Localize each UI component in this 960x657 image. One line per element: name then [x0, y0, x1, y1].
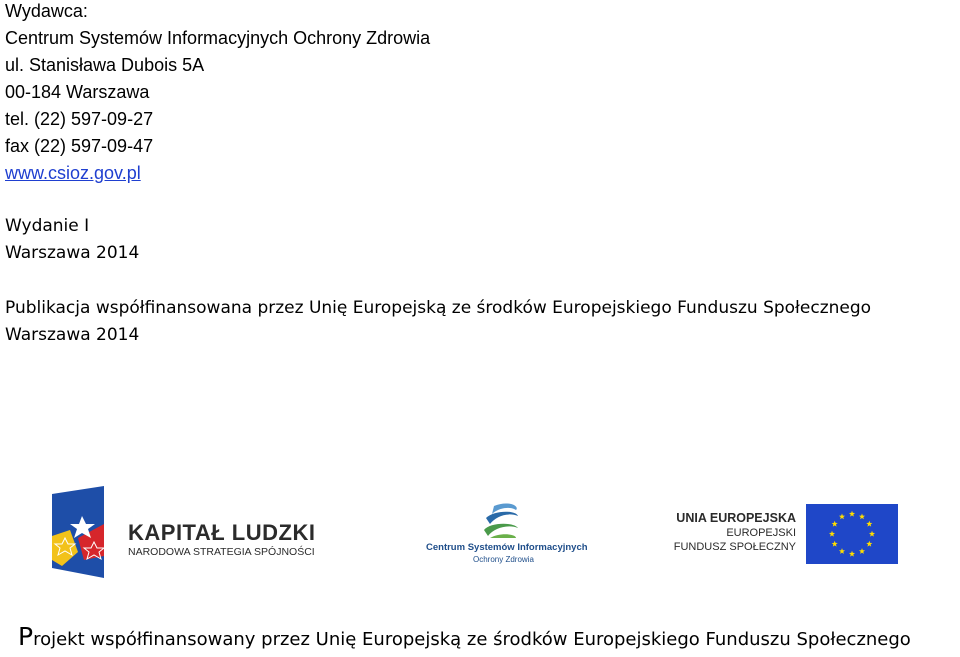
publisher-website-link[interactable]: www.csioz.gov.pl: [5, 163, 141, 183]
cofinancing-block: [5, 295, 871, 349]
eu-line2: EUROPEJSKI: [726, 527, 796, 539]
publisher-street: ul. Stanisława Dubois 5A: [5, 55, 205, 75]
publisher-phone: tel. (22) 597-09-27: [5, 109, 154, 129]
csioz-logo: [424, 500, 588, 570]
kapital-ludzki-logo: [48, 486, 348, 582]
edition-place-year: Warszawa 2014: [5, 243, 140, 263]
edition-block: [5, 213, 139, 267]
eu-line3: FUNDUSZ SPOŁECZNY: [673, 541, 796, 553]
publisher-fax: fax (22) 597-09-47: [5, 136, 154, 156]
eu-logo: [668, 502, 900, 566]
csioz-name: Centrum Systemów Informacyjnych: [426, 542, 588, 553]
kapital-ludzki-subtitle: NARODOWA STRATEGIA SPÓJNOŚCI: [128, 546, 315, 558]
publisher-name: Centrum Systemów Informacyjnych Ochrony Zdrowia: [5, 28, 431, 48]
publisher-block: [5, 0, 430, 187]
footer-text: rojekt współfinansowany przez Unię Europejską ze środków Europejskiego Funduszu Społecznego: [33, 629, 911, 650]
cofinancing-text: Publikacja współfinansowana przez Unię Europejską ze środków Europejskiego Funduszu Społecznego: [5, 298, 872, 318]
eu-line1: UNIA EUROPEJSKA: [676, 511, 796, 525]
edition-label: Wydanie I: [5, 216, 90, 236]
footer-statement: [18, 620, 911, 657]
footer-first-letter: P: [18, 622, 34, 651]
cofinancing-place-year: Warszawa 2014: [5, 325, 140, 345]
csioz-sub: Ochrony Zdrowia: [473, 555, 534, 564]
kapital-ludzki-emblem-icon: [48, 486, 118, 582]
csioz-swirl-icon: [424, 500, 584, 542]
kapital-ludzki-title: KAPITAŁ LUDZKI: [128, 520, 316, 545]
eu-flag-icon: [806, 504, 898, 564]
publisher-heading: Wydawca:: [5, 1, 88, 21]
publisher-city: 00-184 Warszawa: [5, 82, 150, 102]
